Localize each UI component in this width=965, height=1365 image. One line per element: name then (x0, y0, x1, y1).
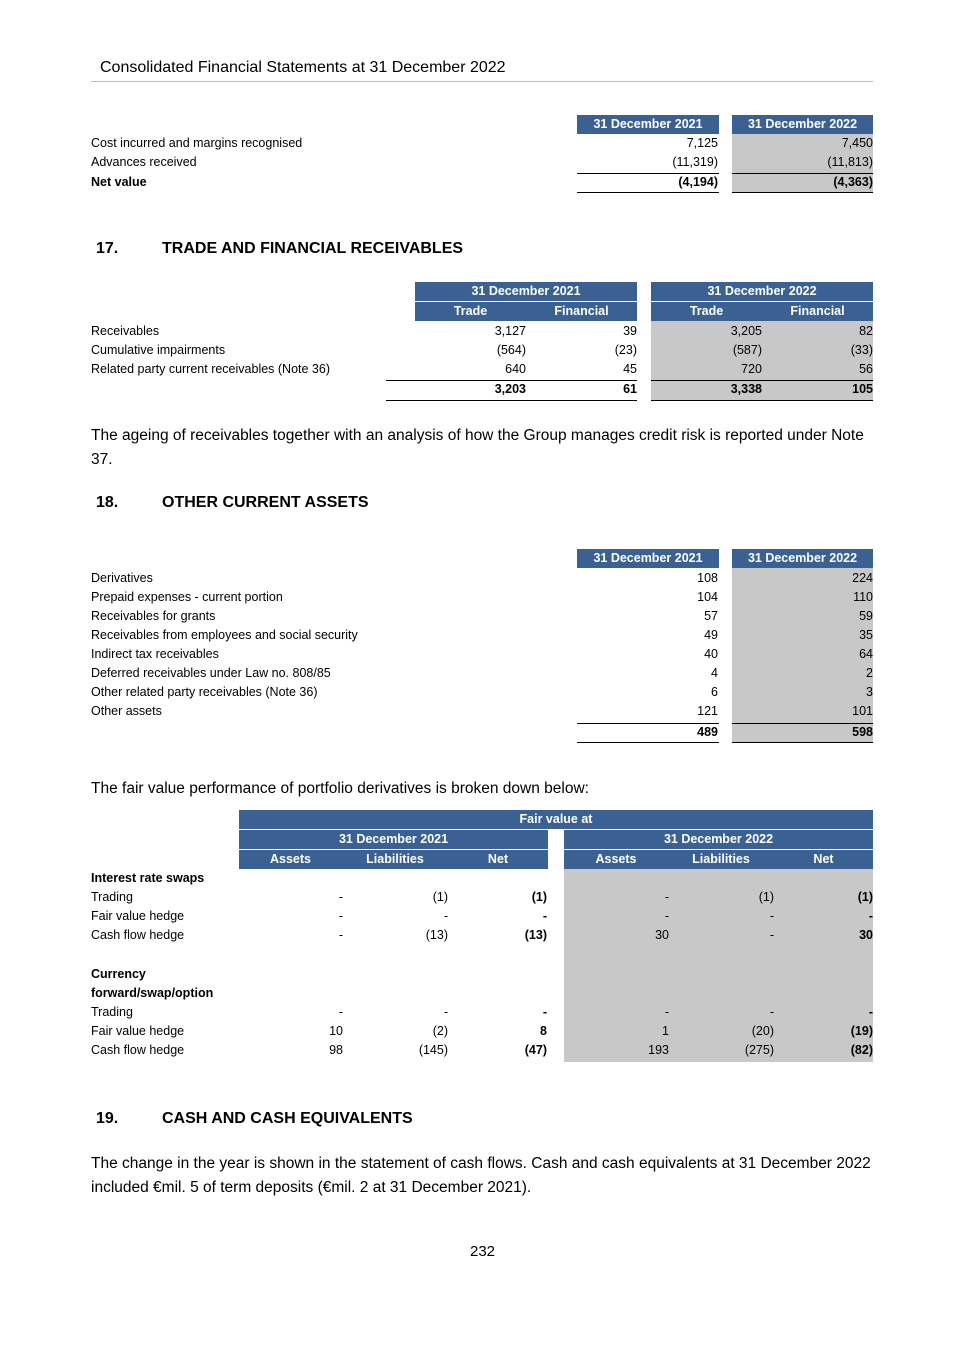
sub-header-trade: Trade (415, 302, 526, 321)
group-heading (91, 984, 873, 1003)
sub-header-assets: Assets (239, 850, 342, 869)
row-label: Net value (91, 175, 147, 189)
liabilities-2021: (13) (425, 928, 448, 942)
table-row (91, 1022, 873, 1041)
net-2022: (19) (850, 1024, 873, 1038)
year-header-2021: 31 December 2021 (415, 282, 637, 301)
value-2022: 64 (859, 647, 873, 661)
financial-2021: 45 (623, 362, 637, 376)
trade-2021: (564) (496, 343, 526, 357)
table-row-total (91, 173, 873, 192)
section-title: TRADE AND FINANCIAL RECEIVABLES (162, 240, 464, 257)
assets-2021: - (338, 928, 343, 942)
row-label: Advances received (91, 155, 197, 169)
value-2021: 121 (697, 704, 718, 718)
row-label: Fair value hedge (91, 909, 185, 923)
trade-2021: 3,127 (494, 324, 526, 338)
paragraph: The change in the year is shown in the statement of cash flows. Cash and cash equivalents at 31 December 2022 included €mil. 5 of term deposits (€mil. 2 at 31 December 2021). (91, 1155, 871, 1196)
liabilities-2021: - (443, 909, 448, 923)
section-number: 17. (96, 240, 119, 257)
group-heading (91, 965, 873, 984)
table-row (91, 1003, 873, 1022)
table-row (91, 607, 873, 626)
contract-work-table (91, 115, 873, 195)
total-rule-bottom (651, 400, 873, 401)
col-header-2021: 31 December 2021 (577, 115, 719, 134)
net-2022: - (868, 909, 873, 923)
table-row (91, 926, 873, 945)
net-2021: (13) (524, 928, 547, 942)
row-label: Derivatives (91, 571, 153, 585)
trade-2021: 640 (505, 362, 526, 376)
sub-header-trade: Trade (651, 302, 762, 321)
table-row (91, 341, 873, 360)
table-row (91, 134, 873, 153)
assets-2021: 98 (329, 1043, 343, 1057)
table-row (91, 569, 873, 588)
value-2021: 489 (697, 725, 718, 739)
trade-2022: (587) (732, 343, 762, 357)
row-label: Receivables for grants (91, 609, 216, 623)
net-2021: (1) (531, 890, 547, 904)
net-2022: (82) (850, 1043, 873, 1057)
value-2021: 104 (697, 590, 718, 604)
liabilities-2021: (2) (432, 1024, 448, 1038)
group-label: Interest rate swaps (91, 871, 205, 885)
col-header-2021: 31 December 2021 (577, 549, 719, 568)
value-2021: 108 (697, 571, 718, 585)
liabilities-2021: (1) (432, 890, 448, 904)
row-label: Other assets (91, 704, 162, 718)
assets-2022: - (664, 909, 669, 923)
assets-2022: - (664, 890, 669, 904)
value-2022: 2 (866, 666, 873, 680)
table-row (91, 626, 873, 645)
table-row (91, 683, 873, 702)
financial-2021: (23) (614, 343, 637, 357)
group-label: forward/swap/option (91, 986, 214, 1000)
row-label: Prepaid expenses - current portion (91, 590, 283, 604)
liabilities-2022: (275) (744, 1043, 774, 1057)
table-row (91, 702, 873, 721)
table-row (91, 645, 873, 664)
table-row (91, 1041, 873, 1060)
value-2021: 40 (704, 647, 718, 661)
row-label: Fair value hedge (91, 1024, 185, 1038)
value-2022: 224 (852, 571, 873, 585)
assets-2021: 10 (329, 1024, 343, 1038)
financial-2021: 61 (623, 382, 637, 396)
value-2022: 35 (859, 628, 873, 642)
assets-2021: - (338, 890, 343, 904)
liabilities-2022: - (769, 928, 774, 942)
row-label: Related party current receivables (Note 36) (91, 362, 331, 376)
net-2022: 30 (859, 928, 873, 942)
assets-2022: 30 (655, 928, 669, 942)
value-2021: (4,194) (678, 175, 718, 189)
financial-2021: 39 (623, 324, 637, 338)
value-2021: 57 (704, 609, 718, 623)
sub-header-assets: Assets (564, 850, 668, 869)
net-2022: (1) (857, 890, 873, 904)
year-header-2022: 31 December 2022 (651, 282, 873, 301)
table-row (91, 360, 873, 379)
total-rule-bottom (577, 742, 719, 743)
financial-2022: 82 (859, 324, 873, 338)
financial-2022: 56 (859, 362, 873, 376)
sub-header-net: Net (448, 850, 548, 869)
value-2022: 7,450 (841, 136, 873, 150)
row-label: Indirect tax receivables (91, 647, 219, 661)
value-2022: 598 (852, 725, 873, 739)
other-current-assets-table (91, 549, 873, 745)
liabilities-2022: - (769, 1005, 774, 1019)
row-label: Cash flow hedge (91, 1043, 185, 1057)
receivables-table (91, 282, 873, 404)
total-rule-bottom (732, 192, 873, 193)
row-label: Deferred receivables under Law no. 808/85 (91, 666, 331, 680)
row-label: Other related party receivables (Note 36) (91, 685, 318, 699)
sub-header-financial: Financial (762, 302, 873, 321)
row-label: Receivables (91, 324, 160, 338)
net-2021: 8 (540, 1024, 547, 1038)
value-2021: 4 (711, 666, 718, 680)
page-number: 232 (469, 1243, 496, 1260)
financial-2022: 105 (852, 382, 873, 396)
assets-2022: - (664, 1005, 669, 1019)
header-divider (91, 81, 873, 82)
table-row-total (91, 380, 873, 399)
col-header-2022: 31 December 2022 (732, 115, 873, 134)
section-number: 18. (96, 494, 119, 511)
table-row (91, 888, 873, 907)
assets-2022: 193 (648, 1043, 669, 1057)
assets-2022: 1 (662, 1024, 669, 1038)
section-number: 19. (96, 1110, 119, 1127)
table-row (91, 153, 873, 172)
assets-2021: - (338, 909, 343, 923)
section-title: CASH AND CASH EQUIVALENTS (162, 1110, 413, 1127)
row-label: Trading (91, 890, 133, 904)
value-2022: (4,363) (833, 175, 873, 189)
table-row (91, 664, 873, 683)
value-2022: 3 (866, 685, 873, 699)
sub-header-financial: Financial (526, 302, 637, 321)
year-header-2021: 31 December 2021 (239, 830, 548, 849)
net-2021: - (542, 909, 547, 923)
value-2022: 110 (853, 590, 873, 604)
section-title: OTHER CURRENT ASSETS (162, 494, 369, 511)
financial-2022: (33) (850, 343, 873, 357)
year-header-2022: 31 December 2022 (564, 830, 873, 849)
value-2021: (11,319) (672, 155, 718, 169)
sub-header-liabilities: Liabilities (342, 850, 448, 869)
liabilities-2021: - (443, 1005, 448, 1019)
table-row (91, 588, 873, 607)
total-rule-bottom (386, 400, 637, 401)
total-rule-bottom (732, 742, 873, 743)
liabilities-2022: - (769, 909, 774, 923)
trade-2022: 720 (741, 362, 762, 376)
row-label: Cost incurred and margins recognised (91, 136, 303, 150)
value-2022: (11,813) (827, 155, 873, 169)
liabilities-2021: (145) (418, 1043, 448, 1057)
trade-2022: 3,338 (730, 382, 762, 396)
sub-header-liabilities: Liabilities (668, 850, 774, 869)
value-2021: 49 (704, 628, 718, 642)
row-label: Cumulative impairments (91, 343, 226, 357)
value-2021: 6 (711, 685, 718, 699)
assets-2021: - (338, 1005, 343, 1019)
liabilities-2022: (1) (758, 890, 774, 904)
paragraph: The fair value performance of portfolio derivatives is broken down below: (91, 780, 589, 797)
sub-header-net: Net (774, 850, 873, 869)
value-2022: 59 (859, 609, 873, 623)
row-label: Receivables from employees and social security (91, 628, 358, 642)
table-row (91, 322, 873, 341)
total-rule-bottom (577, 192, 719, 193)
net-2021: - (542, 1005, 547, 1019)
header-fair-value-at: Fair value at (239, 810, 873, 829)
derivatives-fair-value-table (91, 810, 873, 1064)
value-2021: 7,125 (686, 136, 718, 150)
group-heading (91, 869, 873, 888)
table-row-total (91, 723, 873, 742)
net-2022: - (868, 1005, 873, 1019)
trade-2021: 3,203 (494, 382, 526, 396)
row-label: Cash flow hedge (91, 928, 185, 942)
trade-2022: 3,205 (730, 324, 762, 338)
liabilities-2022: (20) (751, 1024, 774, 1038)
net-2021: (47) (524, 1043, 547, 1057)
row-label: Trading (91, 1005, 133, 1019)
page-header-title: Consolidated Financial Statements at 31 December 2022 (100, 59, 506, 76)
table-row (91, 907, 873, 926)
value-2022: 101 (852, 704, 873, 718)
col-header-2022: 31 December 2022 (732, 549, 873, 568)
group-label: Currency (91, 967, 146, 981)
paragraph: The ageing of receivables together with an analysis of how the Group manages credit risk is reported under Note 37. (91, 427, 864, 468)
